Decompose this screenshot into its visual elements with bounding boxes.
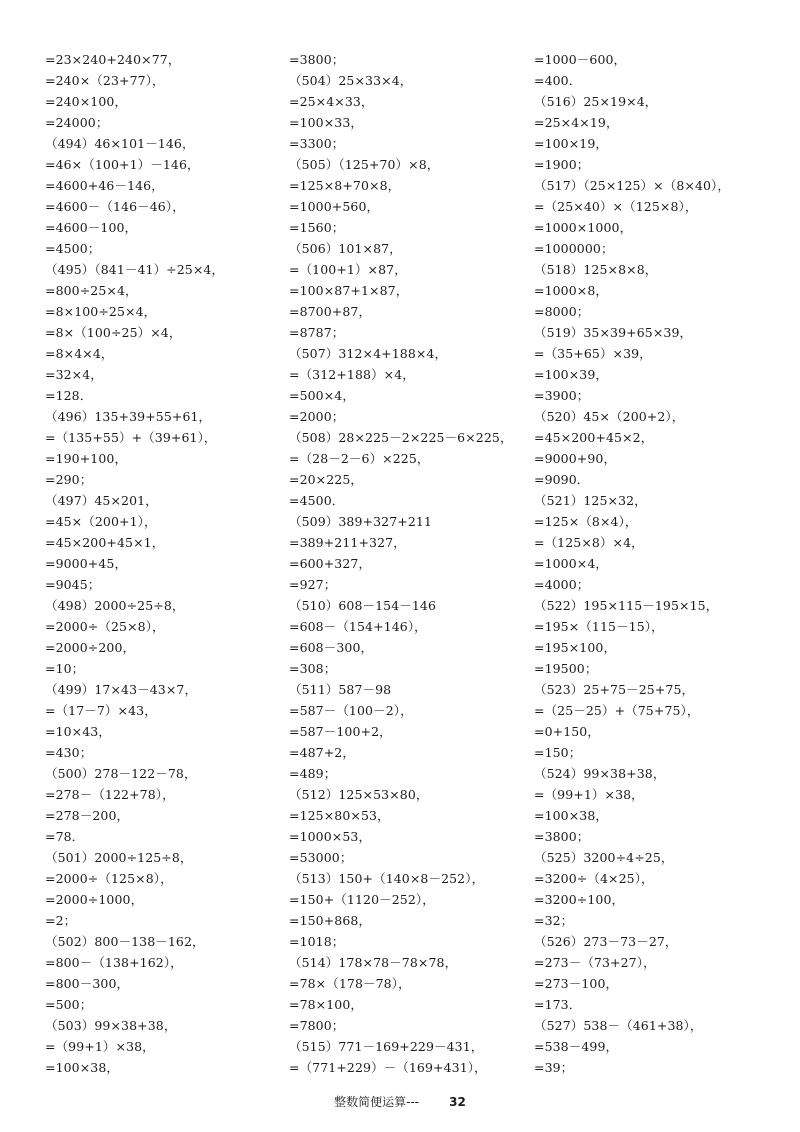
calc-line: =8000； bbox=[534, 304, 590, 319]
calc-line: （525）3200÷4÷25， bbox=[534, 850, 674, 865]
calc-line: =46×（100+1）－146， bbox=[45, 157, 200, 172]
calc-line: =（25－25）+（75+75）， bbox=[534, 703, 700, 718]
page-number: 32 bbox=[449, 1095, 466, 1109]
calc-line: （526）273－73－27， bbox=[534, 934, 678, 949]
calc-line: =608－（154+146）， bbox=[289, 619, 427, 634]
calc-line: =4500． bbox=[289, 493, 345, 508]
calc-line: =4600－（146－46）， bbox=[45, 199, 185, 214]
calc-line: =9090． bbox=[534, 472, 590, 487]
calc-line: =100×87+1×87， bbox=[289, 283, 409, 298]
calc-line: （521）125×32， bbox=[534, 493, 647, 508]
calc-line: =487+2， bbox=[289, 745, 355, 760]
calc-line: （512）125×53×80， bbox=[289, 787, 429, 802]
calc-line: =927； bbox=[289, 577, 337, 592]
calc-line: （505）（125+70）×8， bbox=[289, 157, 440, 172]
calc-line: =538－499， bbox=[534, 1039, 619, 1054]
calc-line: =9000+45， bbox=[45, 556, 128, 571]
calc-line: （523）25+75－25+75， bbox=[534, 682, 695, 697]
calc-line: =150； bbox=[534, 745, 582, 760]
calc-line: （514）178×78－78×78， bbox=[289, 955, 458, 970]
calc-line: =1018； bbox=[289, 934, 345, 949]
calc-line: =24000； bbox=[45, 115, 109, 130]
calc-line: （524）99×38+38， bbox=[534, 766, 666, 781]
calc-line: =500×4， bbox=[289, 388, 355, 403]
calc-line: （522）195×115－195×15， bbox=[534, 598, 719, 613]
calc-line: =290； bbox=[45, 472, 93, 487]
calc-line: =1000000； bbox=[534, 241, 614, 256]
calc-line: =240×100， bbox=[45, 94, 128, 109]
calc-line: =45×200+45×2， bbox=[534, 430, 654, 445]
calc-line: =2； bbox=[45, 913, 77, 928]
calc-line: （527）538－（461+38）， bbox=[534, 1018, 703, 1033]
calc-line: （498）2000÷25÷8， bbox=[45, 598, 185, 613]
calc-line: （494）46×101－146， bbox=[45, 136, 195, 151]
calc-line: （499）17×43－43×7， bbox=[45, 682, 198, 697]
calc-line: （518）125×8×8， bbox=[534, 262, 658, 277]
calc-line: （515）771－169+229－431， bbox=[289, 1039, 484, 1054]
calc-line: =（125×8）×4， bbox=[534, 535, 644, 550]
calc-line: =3900； bbox=[534, 388, 590, 403]
calc-line: =195×100， bbox=[534, 640, 617, 655]
calc-line: （516）25×19×4， bbox=[534, 94, 658, 109]
calc-line: =500； bbox=[45, 997, 93, 1012]
calc-line: =608－300， bbox=[289, 640, 374, 655]
calc-line: =8×（100÷25）×4， bbox=[45, 325, 182, 340]
calc-line: =2000÷1000， bbox=[45, 892, 144, 907]
calc-line: =9000+90， bbox=[534, 451, 617, 466]
calc-line: （508）28×225－2×225－6×225， bbox=[289, 430, 513, 445]
calc-line: （503）99×38+38， bbox=[45, 1018, 177, 1033]
calc-line: =800÷25×4， bbox=[45, 283, 138, 298]
calc-line: =3300； bbox=[289, 136, 345, 151]
calc-line: =278－200， bbox=[45, 808, 130, 823]
calc-line: =190+100， bbox=[45, 451, 128, 466]
calc-line: =4600－100， bbox=[45, 220, 138, 235]
calc-line: =100×19， bbox=[534, 136, 609, 151]
calc-line: =（312+188）×4， bbox=[289, 367, 415, 382]
calc-line: （510）608－154－146 bbox=[289, 598, 437, 613]
calc-line: =4000； bbox=[534, 577, 590, 592]
calc-line: =273－100， bbox=[534, 976, 619, 991]
calc-line: =195×（115－15）， bbox=[534, 619, 664, 634]
calc-line: =78×100， bbox=[289, 997, 364, 1012]
calc-line: （507）312×4+188×4， bbox=[289, 346, 448, 361]
calc-line: =1560； bbox=[289, 220, 345, 235]
calc-line: =1000×53， bbox=[289, 829, 372, 844]
calc-line: =489； bbox=[289, 766, 337, 781]
calc-line: =587－（100－2）， bbox=[289, 703, 413, 718]
calc-line: =3800； bbox=[534, 829, 590, 844]
calc-line: =100×33， bbox=[289, 115, 364, 130]
calc-line: =（28－2－6）×225， bbox=[289, 451, 430, 466]
calc-line: （502）800－138－162， bbox=[45, 934, 205, 949]
calc-line: =8×4×4， bbox=[45, 346, 114, 361]
calc-line: =（99+1）×38， bbox=[45, 1039, 155, 1054]
calc-line: =78×（178－78）， bbox=[289, 976, 411, 991]
calc-line: =800－300， bbox=[45, 976, 130, 991]
calc-line: =（135+55）+（39+61）， bbox=[45, 430, 217, 445]
calc-line: =1000－600， bbox=[534, 52, 627, 67]
calc-line: =32×4， bbox=[45, 367, 103, 382]
calc-line: =20×225， bbox=[289, 472, 364, 487]
calc-line: =3200÷（4×25）， bbox=[534, 871, 654, 886]
calc-line: =8700+87， bbox=[289, 304, 372, 319]
calc-line: =600+327， bbox=[289, 556, 372, 571]
calc-line: =587－100+2， bbox=[289, 724, 392, 739]
calc-line: =19500； bbox=[534, 661, 598, 676]
calc-line: =2000÷（25×8）， bbox=[45, 619, 165, 634]
calc-line: =100×39， bbox=[534, 367, 609, 382]
calc-line: =150+（1120－252）， bbox=[289, 892, 435, 907]
calc-line: =240×（23+77）， bbox=[45, 73, 165, 88]
calc-line: （513）150+（140×8－252）， bbox=[289, 871, 485, 886]
calc-line: =430； bbox=[45, 745, 93, 760]
calc-line: =125×80×53， bbox=[289, 808, 390, 823]
calc-line: （500）278－122－78， bbox=[45, 766, 197, 781]
calc-line: =10； bbox=[45, 661, 85, 676]
calc-line: =100×38， bbox=[534, 808, 609, 823]
column-middle bbox=[289, 49, 524, 1078]
calc-line: =150+868， bbox=[289, 913, 372, 928]
calc-line: =32； bbox=[534, 913, 574, 928]
calc-line: =400． bbox=[534, 73, 582, 88]
calc-line: =2000÷（125×8）， bbox=[45, 871, 173, 886]
calc-line: （506）101×87， bbox=[289, 241, 402, 256]
calc-line: =3200÷100， bbox=[534, 892, 625, 907]
calc-line: （509）389+327+211 bbox=[289, 514, 432, 529]
column-right bbox=[534, 49, 784, 1078]
calc-line: =45×（200+1）， bbox=[45, 514, 157, 529]
calc-line: =9045； bbox=[45, 577, 101, 592]
calc-line: =39； bbox=[534, 1060, 574, 1075]
calc-line: （517）（25×125）×（8×40）， bbox=[534, 178, 731, 193]
calc-line: =45×200+45×1， bbox=[45, 535, 165, 550]
calc-line: （496）135+39+55+61， bbox=[45, 409, 212, 424]
calc-line: =25×4×19， bbox=[534, 115, 619, 130]
calc-line: =278－（122+78）， bbox=[45, 787, 175, 802]
calc-line: =78． bbox=[45, 829, 85, 844]
calc-line: =25×4×33， bbox=[289, 94, 374, 109]
calc-line: =4500； bbox=[45, 241, 101, 256]
calc-line: =0+150， bbox=[534, 724, 600, 739]
calc-line: =（25×40）×（125×8）， bbox=[534, 199, 698, 214]
calc-line: =4600+46－146， bbox=[45, 178, 164, 193]
calc-line: =100×38， bbox=[45, 1060, 120, 1075]
calc-line: =1000×4， bbox=[534, 556, 609, 571]
calc-line: =7800； bbox=[289, 1018, 345, 1033]
calc-line: =1000×1000， bbox=[534, 220, 633, 235]
calc-line: =125×8+70×8， bbox=[289, 178, 401, 193]
calc-line: =53000； bbox=[289, 850, 353, 865]
calc-line: （497）45×201， bbox=[45, 493, 158, 508]
calc-line: （519）35×39+65×39， bbox=[534, 325, 693, 340]
page-footer bbox=[0, 1094, 800, 1110]
calc-line: =（17－7）×43， bbox=[45, 703, 157, 718]
calc-line: =3800； bbox=[289, 52, 345, 67]
calc-line: =173． bbox=[534, 997, 582, 1012]
calc-line: =128． bbox=[45, 388, 93, 403]
calc-line: =10×43， bbox=[45, 724, 111, 739]
calc-line: =23×240+240×77， bbox=[45, 52, 181, 67]
calc-line: =273－（73+27）， bbox=[534, 955, 656, 970]
calc-line: （504）25×33×4， bbox=[289, 73, 413, 88]
calc-line: =389+211+327， bbox=[289, 535, 406, 550]
calc-line: （501）2000÷125÷8， bbox=[45, 850, 193, 865]
calc-line: （520）45×（200+2）， bbox=[534, 409, 685, 424]
calc-line: =8787； bbox=[289, 325, 345, 340]
column-left bbox=[45, 49, 280, 1078]
calc-line: =125×（8×4）， bbox=[534, 514, 638, 529]
calc-line: =1900； bbox=[534, 157, 590, 172]
calc-line: =（99+1）×38， bbox=[534, 787, 644, 802]
footer-title: 整数简便运算--- bbox=[334, 1095, 420, 1109]
calc-line: =（35+65）×39， bbox=[534, 346, 652, 361]
calc-line: =1000+560， bbox=[289, 199, 380, 214]
calc-line: （495）（841－41）÷25×4， bbox=[45, 262, 225, 277]
calc-line: =2000÷200， bbox=[45, 640, 136, 655]
calc-line: （511）587－98 bbox=[289, 682, 392, 697]
calc-line: =8×100÷25×4， bbox=[45, 304, 157, 319]
calc-line: =（771+229）－（169+431）， bbox=[289, 1060, 487, 1075]
calc-line: =800－（138+162）， bbox=[45, 955, 183, 970]
calc-line: =（100+1）×87， bbox=[289, 262, 407, 277]
calc-line: =1000×8， bbox=[534, 283, 609, 298]
calc-line: =308； bbox=[289, 661, 337, 676]
calc-line: =2000； bbox=[289, 409, 345, 424]
